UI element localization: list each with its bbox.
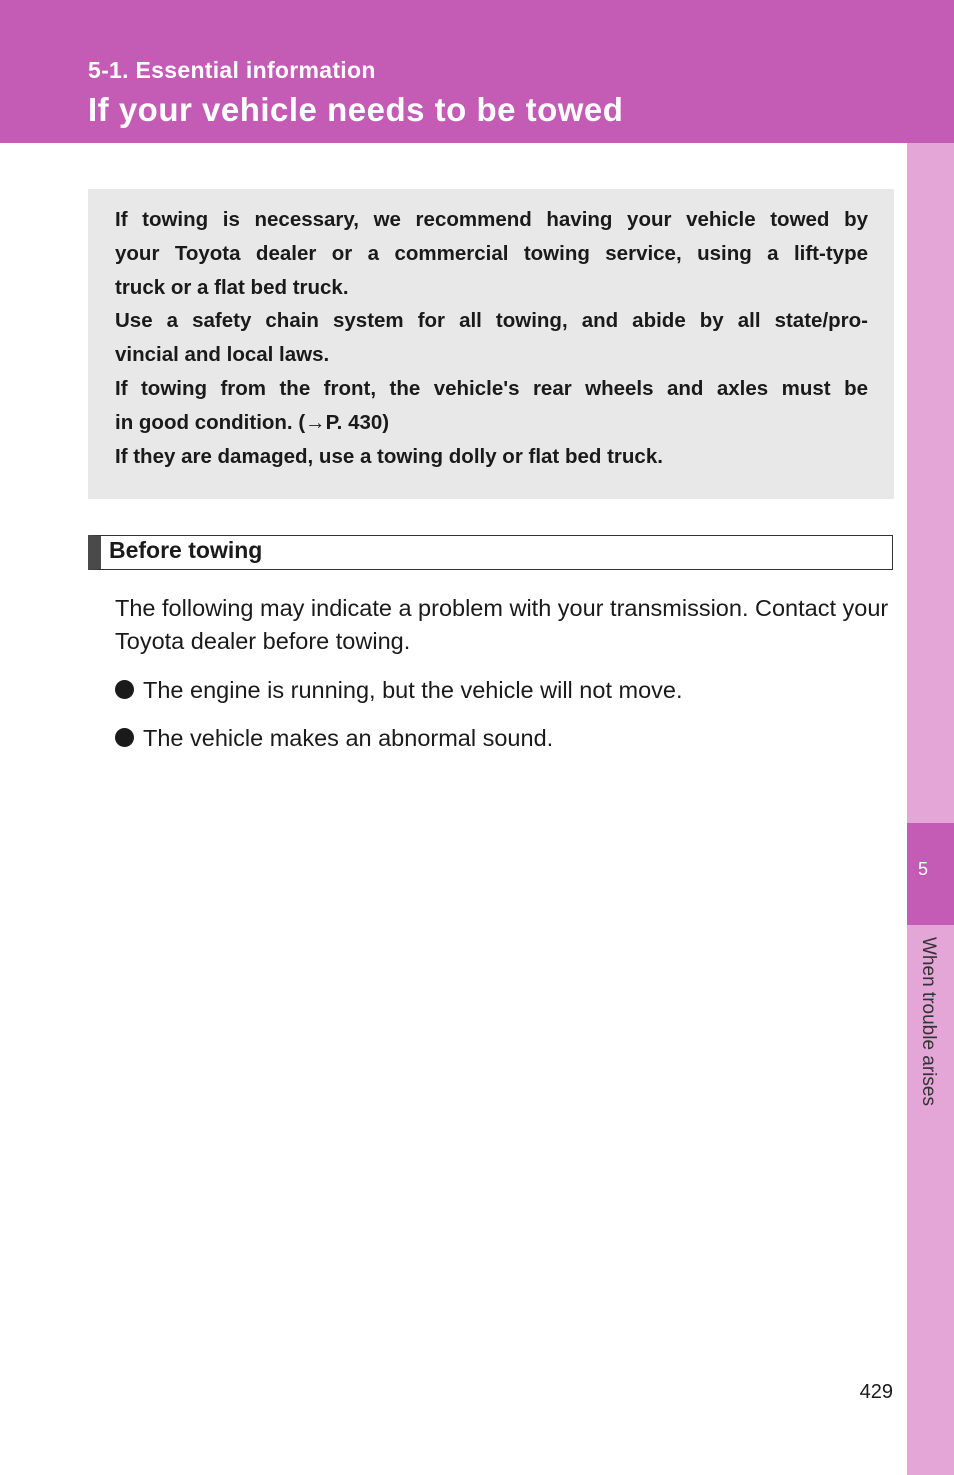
section-label: 5-1. Essential information [88,57,376,83]
page-number: 429 [859,1381,893,1403]
bullet-icon [115,680,134,699]
chapter-marker [907,823,954,925]
intro-line: Use a safety chain system for all towing, and abide by all state/pro- [115,309,868,333]
intro-line: truck or a flat bed truck. [115,275,349,299]
before-towing-heading [88,535,893,570]
intro-line: your Toyota dealer or a commercial towing service, using a lift-type [115,241,868,265]
page-header [0,0,954,143]
intro-line: vincial and local laws. [115,343,330,367]
intro-line: in good condition. (→P. 430) [115,410,390,434]
bullet-text: The vehicle makes an abnormal sound. [143,725,554,751]
chapter-label: When trouble arises [918,937,939,1106]
list-item [115,674,683,707]
intro-line: If towing from the front, the vehicle's rear wheels and axles must be [115,376,868,400]
intro-info-box [88,189,894,499]
subheading-text: Before towing [109,537,263,563]
intro-line: If they are damaged, use a towing dolly or flat bed truck. [115,444,663,468]
chapter-number: 5 [918,859,929,879]
bullet-text: The engine is running, but the vehicle will not move. [143,677,683,703]
before-towing-text: The following may indicate a problem with your transmission. Contact your Toyota dealer before towing. [115,595,889,654]
page-title: If your vehicle needs to be towed [88,91,624,128]
list-item [115,722,553,755]
bullet-icon [115,728,134,747]
intro-line: If towing is necessary, we recommend having your vehicle towed by [115,208,868,231]
chapter-side-tab [907,143,954,1475]
